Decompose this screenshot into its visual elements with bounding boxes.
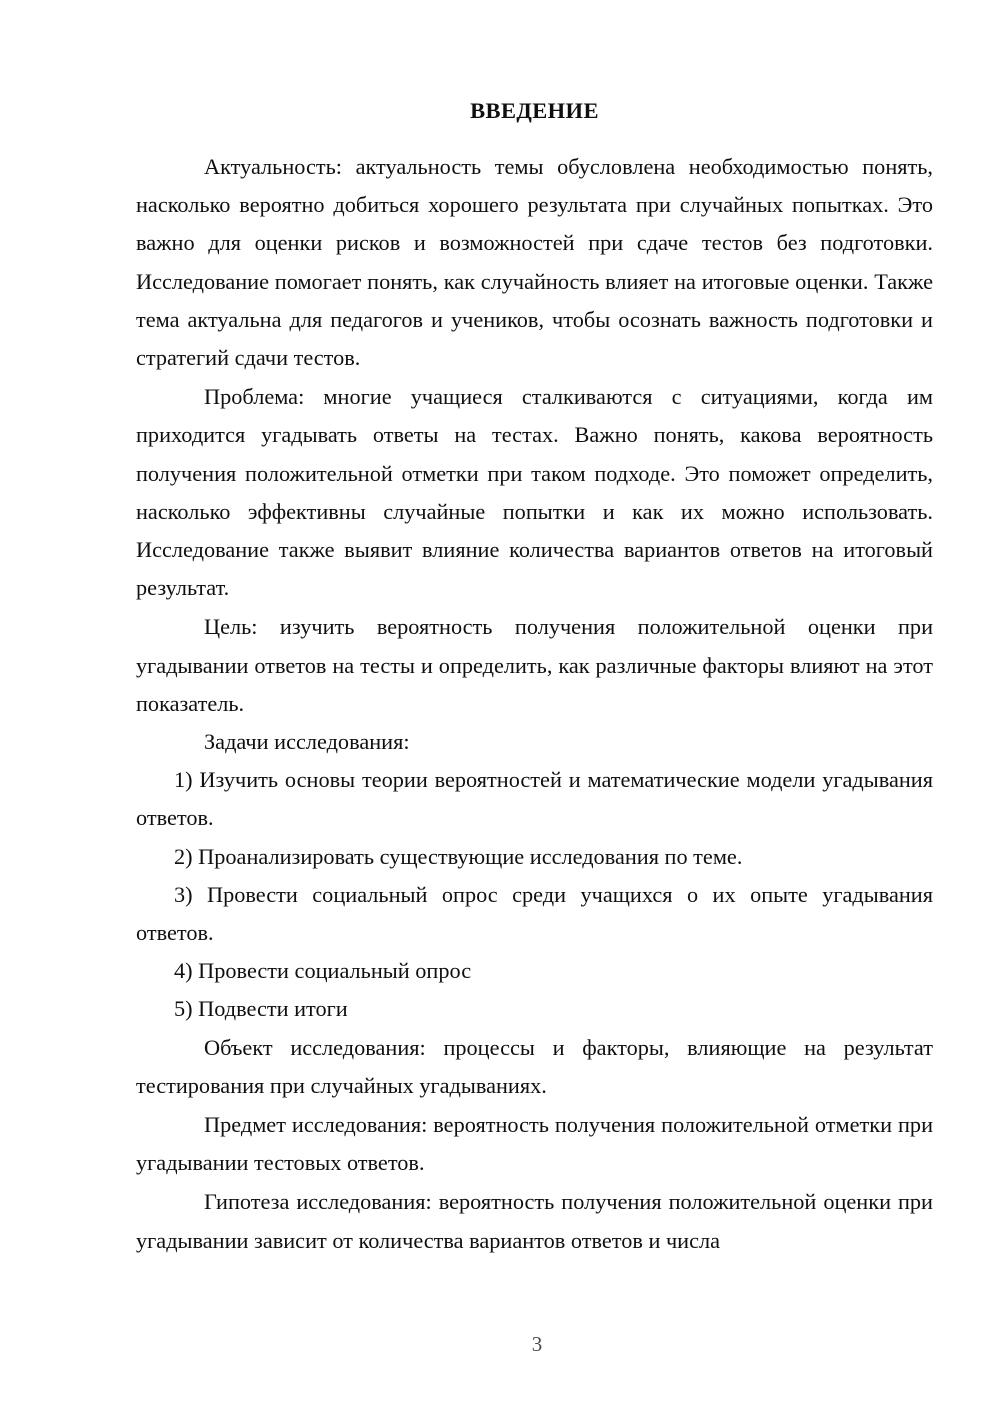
- list-item: 4) Провести социальный опрос: [174, 958, 472, 984]
- paragraph-problem: Проблема: многие учащиеся сталкиваются с ситуациями, когда им приходится угадывать ответы на тестах. Важно понять, какова вероятность получения положительной отметки при таком подходе. Это поможет определить, насколько эффективны случайные попытки и как их можно использовать. Исследование также выявит влияние количества вариантов ответов на итоговый результат.: [136, 384, 933, 601]
- page-number-value: 3: [531, 1332, 543, 1356]
- paragraph-hypothesis: Гипотеза исследования: вероятность получения положительной оценки при угадывании зависит от количества вариантов ответов и числа: [136, 1189, 933, 1253]
- page-title: ВВЕДЕНИЕ: [470, 98, 599, 123]
- page-number: [0, 1330, 1000, 1358]
- paragraph-goal: Цель: изучить вероятность получения положительной оценки при угадывании ответов на тесты и определить, как различные факторы влияют на этот показатель.: [136, 614, 933, 716]
- list-item: 1) Изучить основы теории вероятностей и математические модели угадывания ответов.: [136, 767, 933, 831]
- list-item: 3) Провести социальный опрос среди учащихся о их опыте угадывания ответов.: [136, 881, 933, 946]
- list-item: 2) Проанализировать существующие исследования по теме.: [174, 843, 743, 869]
- paragraph-actuality: Актуальность: актуальность темы обусловлена необходимостью понять, насколько вероятно добиться хорошего результата при случайных попытках. Это важно для оценки рисков и возможностей при сдаче тестов без подготовки. Исследование помогает понять, как случайность влияет на итоговые оценки. Также тема актуальна для педагогов и учеников, чтобы осознать важность подготовки и стратегий сдачи тестов.: [136, 154, 933, 371]
- tasks-heading: Задачи исследования:: [204, 729, 410, 755]
- list-item: 5) Подвести итоги: [174, 996, 348, 1022]
- paragraph-subject: Предмет исследования: вероятность получения положительной отметки при угадывании тестовых ответов.: [136, 1112, 933, 1176]
- tasks-list: [136, 761, 933, 1028]
- document-body: [136, 92, 933, 1260]
- paragraph-object: Объект исследования: процессы и факторы, влияющие на результат тестирования при случайных угадываниях.: [136, 1034, 933, 1098]
